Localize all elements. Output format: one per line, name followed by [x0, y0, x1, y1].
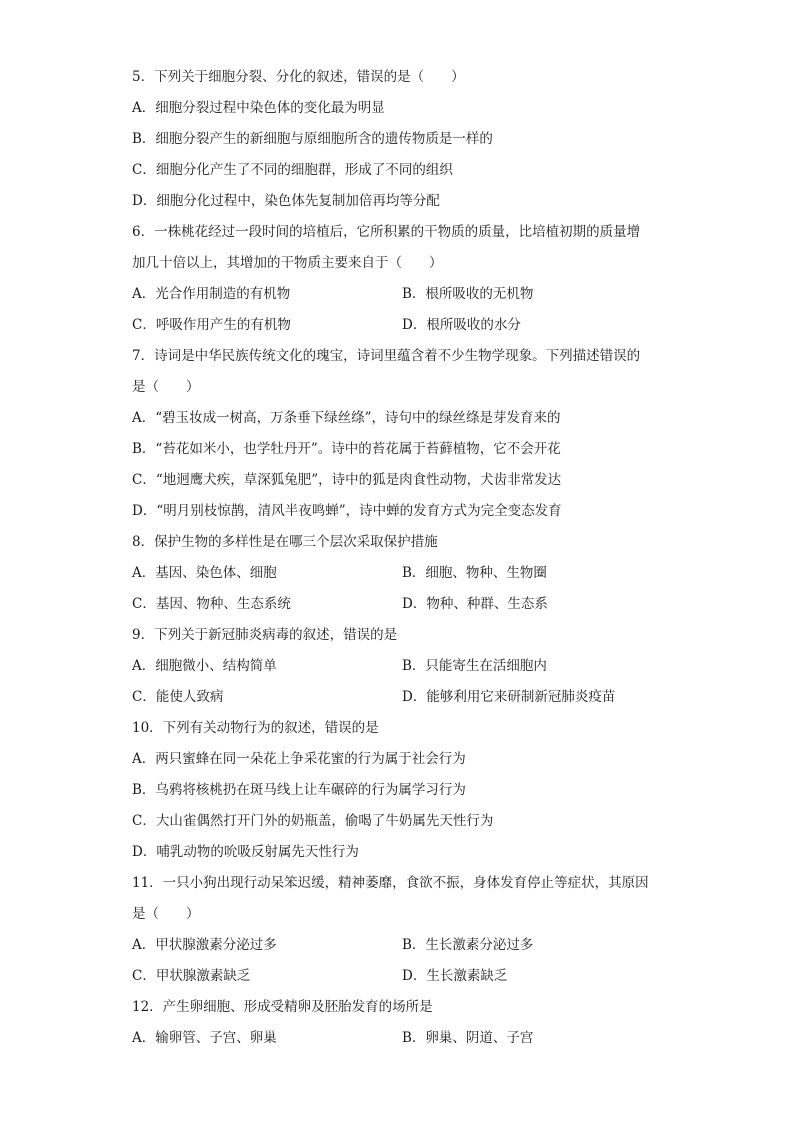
question-stem: 9．下列关于新冠肺炎病毒的叙述，错误的是 [132, 627, 398, 643]
option-d: D．物种、种群、生态系 [402, 596, 548, 612]
question-stem-continued: 加几十倍以上，其增加的干物质主要来自于（ ） [132, 255, 443, 271]
option-b: B．卵巢、阴道、子宫 [402, 1030, 534, 1046]
option-c: C．呼吸作用产生的有机物 [132, 317, 291, 333]
question-stem: 8．保护生物的多样性是在哪三个层次采取保护措施 [132, 534, 438, 550]
option-b: B．根所吸收的无机物 [402, 286, 534, 302]
question-stem: 11．一只小狗出现行动呆笨迟缓，精神萎靡，食欲不振，身体发育停止等症状，其原因 [132, 875, 649, 891]
option-b: B．生长激素分泌过多 [402, 937, 534, 953]
option-row [132, 651, 672, 682]
option-a: A．细胞微小、结构简单 [132, 658, 277, 674]
option-c: C．甲状腺激素缺乏 [132, 968, 251, 984]
option-c: C．细胞分化产生了不同的细胞群，形成了不同的组织 [132, 162, 453, 178]
question-7 [132, 341, 672, 527]
option-b: B．乌鸦将核桃扔在斑马线上让车碾碎的行为属学习行为 [132, 782, 466, 798]
option-b: B．细胞分裂产生的新细胞与原细胞所含的遗传物质是一样的 [132, 131, 493, 147]
option-d: D．“明月别枝惊鹊，清风半夜鸣蝉”，诗中蝉的发育方式为完全变态发育 [132, 503, 562, 519]
option-row [132, 279, 672, 310]
option-row [132, 589, 672, 620]
option-a: A．输卵管、子宫、卵巢 [132, 1030, 277, 1046]
question-stem-continued: 是（ ） [132, 906, 200, 922]
option-row [132, 1023, 672, 1054]
question-5 [132, 62, 672, 217]
option-b: B．只能寄生在活细胞内 [402, 658, 547, 674]
exam-page [132, 62, 672, 1054]
option-a: A．基因、染色体、细胞 [132, 565, 277, 581]
question-stem: 6．一株桃花经过一段时间的培植后，它所积累的干物质的质量，比培植初期的质量增 [132, 224, 641, 240]
option-d: D．生长激素缺乏 [402, 968, 508, 984]
option-a: A．“碧玉妆成一树高，万条垂下绿丝绦”，诗句中的绿丝绦是芽发育来的 [132, 410, 561, 426]
question-10 [132, 713, 672, 868]
option-d: D．细胞分化过程中，染色体先复制加倍再均等分配 [132, 193, 440, 209]
question-stem-continued: 是（ ） [132, 379, 200, 395]
option-a: A．甲状腺激素分泌过多 [132, 937, 277, 953]
option-row [132, 961, 672, 992]
question-8 [132, 527, 672, 620]
question-6 [132, 217, 672, 341]
option-a: A．光合作用制造的有机物 [132, 286, 291, 302]
option-c: C．“地迥鹰犬疾，草深狐兔肥”，诗中的狐是肉食性动物，犬齿非常发达 [132, 472, 562, 488]
option-row [132, 682, 672, 713]
option-b: B．“苔花如米小，也学牡丹开”。诗中的苔花属于苔藓植物，它不会开花 [132, 441, 561, 457]
option-a: A．两只蜜蜂在同一朵花上争采花蜜的行为属于社会行为 [132, 751, 466, 767]
option-row [132, 558, 672, 589]
option-b: B．细胞、物种、生物圈 [402, 565, 547, 581]
option-c: C．大山雀偶然打开门外的奶瓶盖，偷喝了牛奶属先天性行为 [132, 813, 494, 829]
option-d: D．能够利用它来研制新冠肺炎疫苗 [402, 689, 616, 705]
question-9 [132, 620, 672, 713]
option-d: D．根所吸收的水分 [402, 317, 521, 333]
option-d: D．哺乳动物的吮吸反射属先天性行为 [132, 844, 359, 860]
option-c: C．基因、物种、生态系统 [132, 596, 291, 612]
option-a: A．细胞分裂过程中染色体的变化最为明显 [132, 100, 385, 116]
question-stem: 10．下列有关动物行为的叙述，错误的是 [132, 720, 379, 736]
question-12 [132, 992, 672, 1054]
option-row [132, 930, 672, 961]
question-stem: 12．产生卵细胞、形成受精卵及胚胎发育的场所是 [132, 999, 433, 1015]
option-c: C．能使人致病 [132, 689, 224, 705]
option-row [132, 310, 672, 341]
question-stem: 5．下列关于细胞分裂、分化的叙述，错误的是（ ） [132, 69, 465, 85]
question-11 [132, 868, 672, 992]
question-stem: 7．诗词是中华民族传统文化的瑰宝，诗词里蕴含着不少生物学现象。下列描述错误的 [132, 348, 641, 364]
